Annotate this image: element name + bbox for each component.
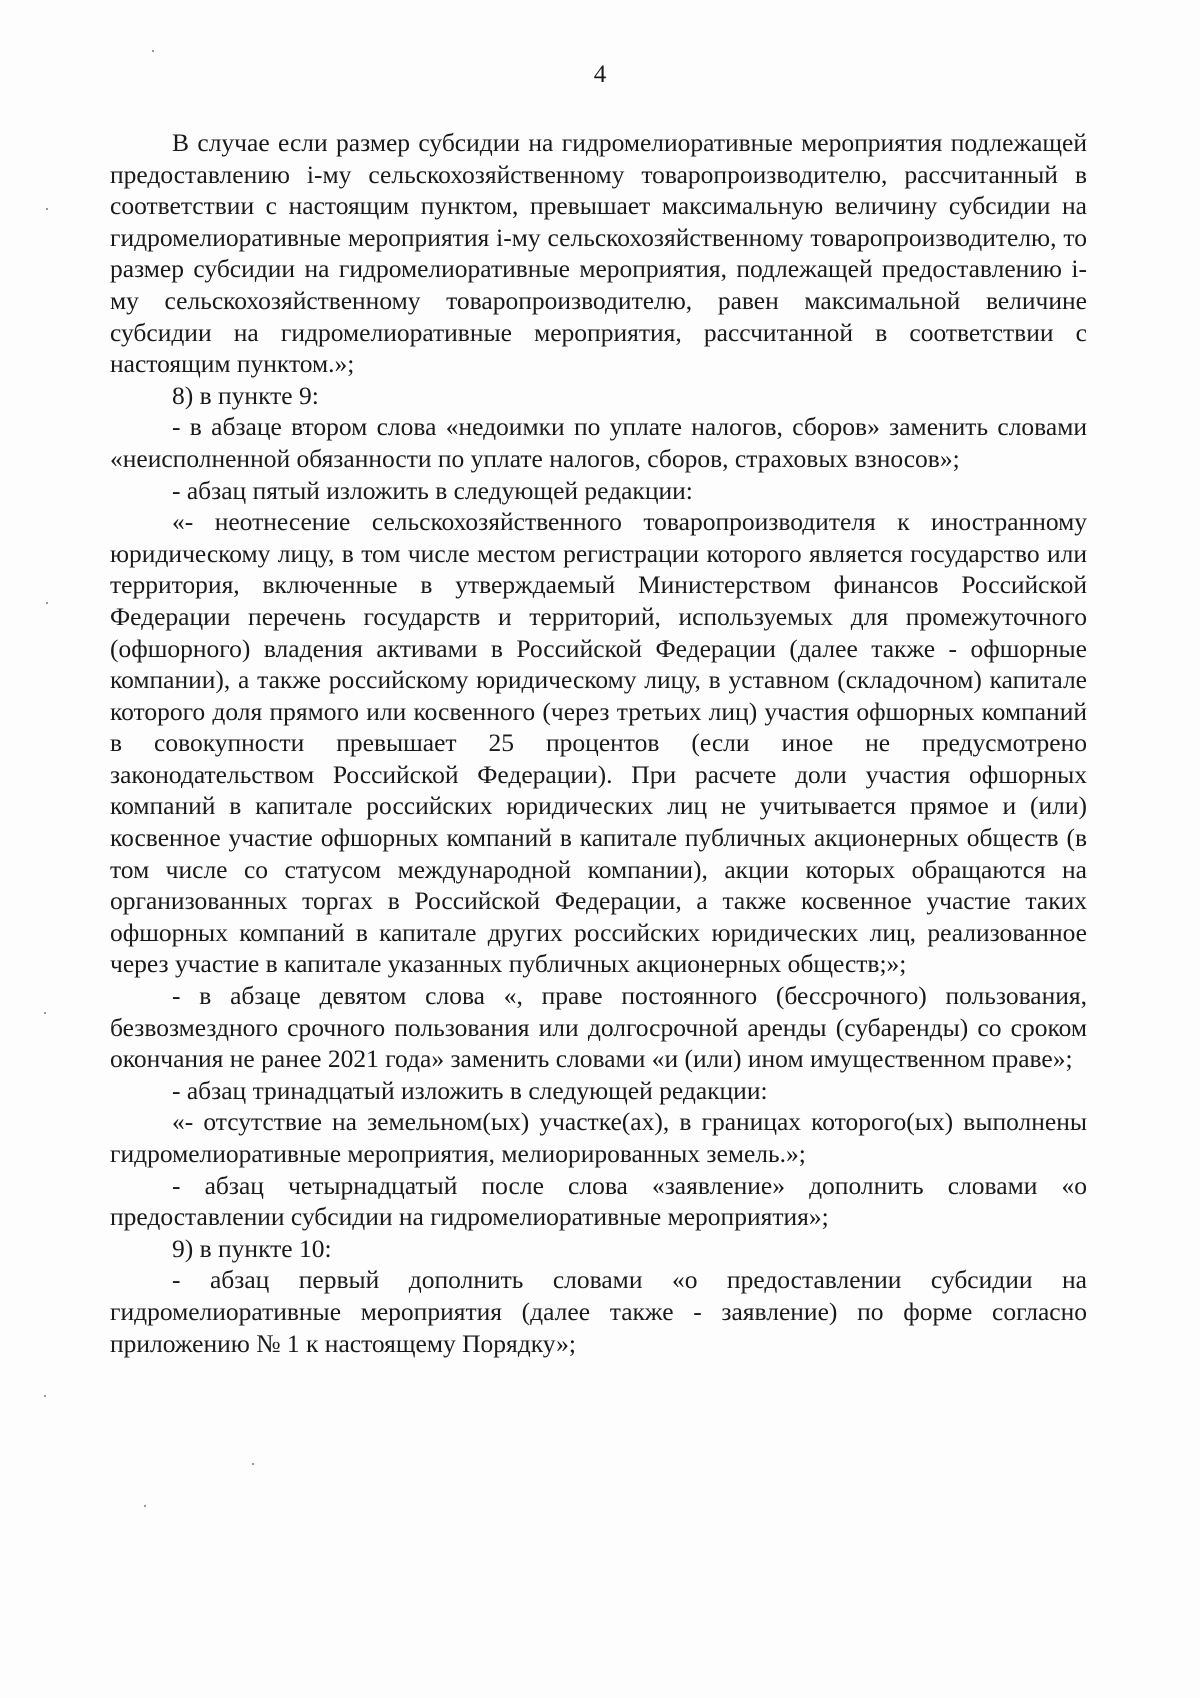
page-number: 4 xyxy=(593,61,607,88)
paragraph: - абзац четырнадцатый после слова «заявление» дополнить словами «о предоставлении субсидии на гидромелиоративные мероприятия»; xyxy=(110,1170,1087,1232)
paragraph: «- неотнесение сельскохозяйственного товаропроизводителя к иностранному юридическому лицу, в том числе местом регистрации которого является государство или территория, включенные в утверждаемый Министерством финансов Российской Федерации перечень государств и территорий, используемых для промежуточного (офшорного) владения активами в Российской Федерации (далее также - офшорные компании), а также российскому юридическому лицу, в уставном (складочном) капитале которого доля прямого или косвенного (через третьих лиц) участия офшорных компаний в совокупности превышает 25 процентов (если иное не предусмотрено законодательством Российской Федерации). При расчете доли участия офшорных компаний в капитале российских юридических лиц не учитывается прямое и (или) косвенное участие офшорных компаний в капитале публичных акционерных обществ (в том числе со статусом международной компании), акции которых обращаются на организованных торгах в Российской Федерации, а также косвенное участие таких офшорных компаний в капитале других российских юридических лиц, реализованное через участие в капитале указанных публичных акционерных обществ;»; xyxy=(110,507,1087,979)
paragraph: В случае если размер субсидии на гидромелиоративные мероприятия подлежащей предоставлению i-му сельскохозяйственному товаропроизводителю, рассчитанный в соответствии с настоящим пунктом, превышает максимальную величину субсидии на гидромелиоративные мероприятия i-му сельскохозяйственному товаропроизводителю, то размер субсидии на гидромелиоративные мероприятия, подлежащей предоставлению i-му сельскохозяйственному товаропроизводителю, равен максимальной величине субсидии на гидромелиоративные мероприятия, рассчитанной в соответствии с настоящим пунктом.»; xyxy=(110,128,1087,379)
scan-speck xyxy=(46,208,48,210)
paragraph: - абзац пятый изложить в следующей редакции: xyxy=(172,475,693,505)
scan-speck xyxy=(144,1505,146,1507)
scan-speck xyxy=(44,1012,46,1014)
paragraph: 9) в пункте 10: xyxy=(172,1233,332,1263)
paragraph: - в абзаце втором слова «недоимки по уплате налогов, сборов» заменить словами «неисполненной обязанности по уплате налогов, сборов, страховых взносов»; xyxy=(110,412,1087,473)
scan-speck xyxy=(252,1463,254,1465)
scan-speck xyxy=(44,1395,46,1397)
paragraph: - в абзаце девятом слова «, праве постоянного (бессрочного) пользования, безвозмездного срочного пользования или долгосрочной аренды (субаренды) со сроком окончания не ранее 2021 года» заменить словами «и (или) ином имущественном праве»; xyxy=(110,981,1087,1074)
scan-speck xyxy=(46,602,48,604)
document-body xyxy=(110,127,1087,1359)
scan-speck xyxy=(152,50,154,52)
paragraph: «- отсутствие на земельном(ых) участке(ах), в границах которого(ых) выполнены гидромелиоративные мероприятия, мелиорированных земель.»; xyxy=(110,1107,1087,1168)
paragraph: - абзац первый дополнить словами «о предоставлении субсидии на гидромелиоративные мероприятия (далее также - заявление) по форме согласно приложению № 1 к настоящему Порядку»; xyxy=(110,1265,1087,1358)
paragraph: 8) в пункте 9: xyxy=(172,380,319,410)
paragraph: - абзац тринадцатый изложить в следующей редакции: xyxy=(172,1075,768,1105)
